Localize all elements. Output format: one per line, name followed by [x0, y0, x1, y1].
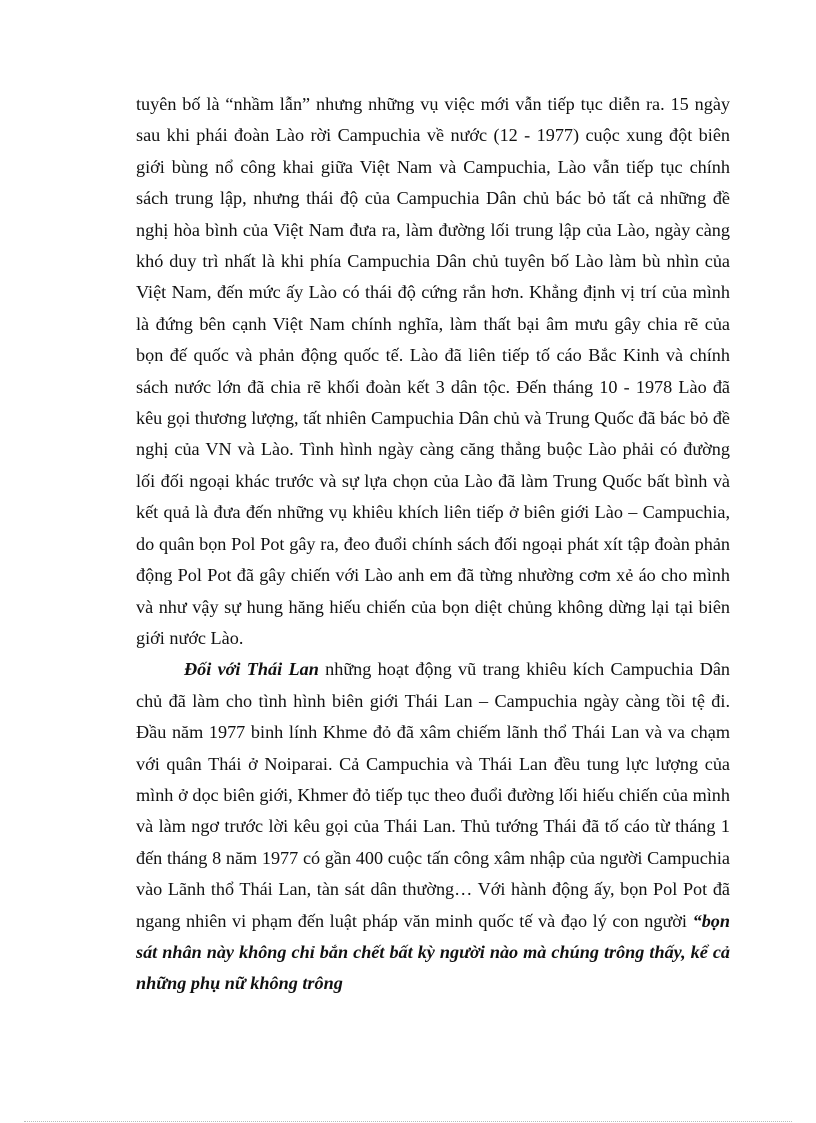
paragraph-thailand-body: những hoạt động vũ trang khiêu kích Campuchia Dân chủ đã làm cho tình hình biên giới Thái Lan – Campuchia ngày càng tồi tệ đi. Đầu năm 1977 binh lính Khme đỏ đã xâm chiếm lãnh thổ Thái Lan và va chạm với quân Thái ở Noiparai. Cả Campuchia và Thái Lan đều tung lực lượng của mình ở dọc biên giới, Khmer đỏ tiếp tục theo đuổi đường lối hiếu chiến của mình và làm ngơ trước lời kêu gọi của Thái Lan. Thủ tướng Thái đã tố cáo từ tháng 1 đến tháng 8 năm 1977 có gần 400 cuộc tấn công xâm nhập của người Campuchia vào Lãnh thổ Thái Lan, tàn sát dân thường… Với hành động ấy, bọn Pol Pot đã ngang nhiên vi phạm đến luật pháp văn minh quốc tế và đạo lý con người	[136, 659, 730, 931]
quotation-text: “bọn sát nhân này không chỉ bắn chết bất kỳ người nào mà chúng trông thấy, kể cả những phụ nữ không trông	[136, 910, 730, 994]
body-text	[136, 89, 730, 1000]
paragraph-thailand	[136, 654, 730, 999]
page-bottom-divider	[24, 1121, 792, 1122]
section-lead-heading: Đối với Thái Lan	[184, 659, 319, 680]
paragraph-laos: tuyên bố là “nhầm lẫn” nhưng những vụ việc mới vẫn tiếp tục diễn ra. 15 ngày sau khi phái đoàn Lào rời Campuchia về nước (12 - 1977) cuộc xung đột biên giới bùng nổ công khai giữa Việt Nam và Campuchia, Lào vẫn tiếp tục chính sách trung lập, nhưng thái độ của Campuchia Dân chủ bác bỏ tất cả những đề nghị hòa bình của Việt Nam đưa ra, làm đường lối trung lập của Lào, ngày càng khó duy trì nhất là khi phía Campuchia Dân chủ tuyên bố Lào làm bù nhìn của Việt Nam, đến mức ấy Lào có thái độ cứng rắn hơn. Khẳng định vị trí của mình là đứng bên cạnh Việt Nam chính nghĩa, làm thất bại âm mưu gây chia rẽ của bọn đế quốc và phản động quốc tế. Lào đã liên tiếp tố cáo Bắc Kinh và chính sách nước lớn đã chia rẽ khối đoàn kết 3 dân tộc. Đến tháng 10 - 1978 Lào đã kêu gọi thương lượng, tất nhiên Campuchia Dân chủ và Trung Quốc đã bác bỏ đề nghị của VN và Lào. Tình hình ngày càng căng thẳng buộc Lào phải có đường lối đối ngoại khác trước và sự lựa chọn của Lào đã làm Trung Quốc bất bình và kết quả là đưa đến những vụ khiêu khích liên tiếp ở biên giới Lào – Campuchia, do quân bọn Pol Pot gây ra, đeo đuổi chính sách đối ngoại phát xít tập đoàn phản động Pol Pot đã gây chiến với Lào anh em đã từng nhường cơm xẻ áo cho mình và như vậy sự hung hăng hiếu chiến của bọn diệt chủng không dừng lại tại biên giới nước Lào.	[136, 94, 730, 648]
